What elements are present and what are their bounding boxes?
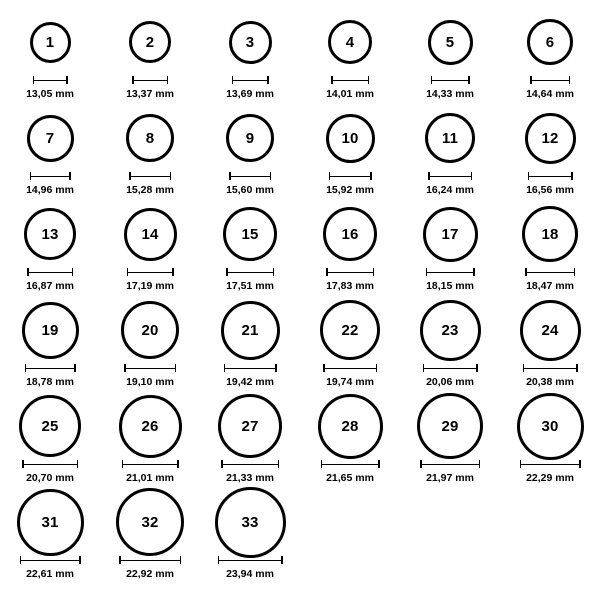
measure-line [124,368,176,370]
ring-circle-wrap [126,104,174,172]
ring-circle [221,301,280,360]
ring-circle-wrap [517,392,584,460]
ring-circle-wrap [124,200,177,268]
ring-circle [129,21,171,63]
ring-size-label: 28 [341,417,359,435]
ring-size-label: 8 [145,129,155,147]
ring-circle [323,207,377,261]
diameter-value: 13,69 mm [226,88,274,100]
diameter-measure-bar [326,268,374,277]
ring-circle [121,301,179,359]
ring-size-label: 17 [441,225,459,243]
diameter-value: 14,33 mm [426,88,474,100]
measure-line [226,272,274,274]
ring-circle [27,115,74,162]
diameter-measure-bar [30,172,71,181]
ring-circle-wrap [527,8,573,76]
ring-circle [215,487,286,558]
ring-row [0,8,600,104]
diameter-measure-bar [22,460,78,469]
ring-circle-wrap [320,296,380,364]
diameter-value: 14,01 mm [326,88,374,100]
diameter-measure-bar [25,364,76,373]
ring-circle-wrap [420,296,481,364]
measure-line [25,368,76,370]
diameter-measure-bar [119,556,181,565]
measure-bar [329,172,372,180]
ring-size-label: 25 [41,417,59,435]
measure-bar [33,76,68,84]
ring-size-cell [300,200,400,292]
ring-size-cell [300,8,400,100]
diameter-value: 20,38 mm [526,376,574,388]
diameter-measure-bar [232,76,269,85]
diameter-value: 21,97 mm [426,472,474,484]
ring-circle [517,393,584,460]
diameter-value: 21,01 mm [126,472,174,484]
ring-circle [218,394,282,458]
ring-size-cell [200,392,300,484]
ring-size-cell [0,488,100,580]
diameter-value: 20,06 mm [426,376,474,388]
diameter-measure-bar [525,268,575,277]
ring-size-label: 1 [45,33,55,51]
diameter-measure-bar [127,268,174,277]
diameter-measure-bar [27,268,73,277]
measure-line [323,368,377,370]
measure-line [20,560,81,562]
ring-circle-wrap [121,296,179,364]
ring-circle-wrap [423,200,478,268]
ring-circle [328,20,372,64]
diameter-measure-bar [426,268,475,277]
measure-line [525,272,575,274]
measure-line [129,176,171,178]
ring-circle-wrap [27,104,74,172]
diameter-value: 19,42 mm [226,376,274,388]
measure-line [329,176,372,178]
diameter-measure-bar [224,364,277,373]
measure-bar [431,76,470,84]
ring-size-label: 33 [241,513,259,531]
ring-circle-wrap [215,488,286,556]
ring-size-cell [400,296,500,388]
ring-size-label: 14 [141,225,159,243]
measure-line [27,272,73,274]
measure-line [530,80,570,82]
diameter-value: 16,24 mm [426,184,474,196]
ring-size-label: 9 [245,129,255,147]
ring-size-cell [300,296,400,388]
measure-bar [27,268,73,276]
ring-size-label: 32 [141,513,159,531]
ring-size-cell [200,104,300,196]
measure-line [30,176,71,178]
measure-line [523,368,578,370]
measure-bar [30,172,71,180]
measure-line [321,464,380,466]
ring-size-cell [0,392,100,484]
measure-bar [129,172,171,180]
ring-circle-wrap [328,8,372,76]
measure-bar [323,364,377,372]
ring-circle-wrap [22,296,79,364]
measure-line [132,80,168,82]
ring-size-label: 2 [145,33,155,51]
ring-size-cell [500,392,600,484]
ring-circle-wrap [428,8,473,76]
ring-size-cell [100,8,200,100]
ring-size-cell [400,104,500,196]
ring-circle-wrap [116,488,184,556]
ring-size-label: 13 [41,225,59,243]
ring-size-cell [300,104,400,196]
measure-bar [423,364,478,372]
ring-circle-wrap [223,200,277,268]
ring-circle [318,394,383,459]
measure-bar [530,76,570,84]
diameter-value: 22,92 mm [126,568,174,580]
diameter-value: 15,92 mm [326,184,374,196]
diameter-measure-bar [221,460,279,469]
measure-bar [122,460,179,468]
ring-circle-wrap [119,392,182,460]
diameter-measure-bar [33,76,68,85]
ring-circle-wrap [417,392,483,460]
diameter-value: 18,15 mm [426,280,474,292]
measure-line [221,464,279,466]
diameter-measure-bar [331,76,369,85]
diameter-measure-bar [329,172,372,181]
diameter-measure-bar [528,172,573,181]
measure-line [426,272,475,274]
ring-size-cell [500,296,600,388]
diameter-value: 21,33 mm [226,472,274,484]
ring-circle [522,206,578,262]
ring-size-cell [300,392,400,484]
ring-row [0,296,600,392]
measure-bar [119,556,181,564]
ring-circle [417,393,483,459]
ring-size-label: 22 [341,321,359,339]
measure-line [431,80,470,82]
measure-line [33,80,68,82]
measure-bar [428,172,472,180]
diameter-measure-bar [530,76,570,85]
measure-line [326,272,374,274]
ring-circle-wrap [24,200,76,268]
measure-bar [420,460,480,468]
ring-size-cell [0,200,100,292]
measure-line [229,176,271,178]
diameter-measure-bar [218,556,283,565]
diameter-value: 13,05 mm [26,88,74,100]
ring-circle-wrap [525,104,576,172]
measure-bar [331,76,369,84]
ring-size-label: 31 [41,513,59,531]
diameter-value: 17,19 mm [126,280,174,292]
measure-line [232,80,269,82]
measure-line [331,80,369,82]
ring-size-label: 7 [45,129,55,147]
measure-bar [132,76,168,84]
ring-size-label: 15 [241,225,259,243]
diameter-value: 19,10 mm [126,376,174,388]
ring-size-label: 16 [341,225,359,243]
ring-circle [525,113,576,164]
measure-line [119,560,181,562]
ring-size-label: 4 [345,33,355,51]
ring-circle [527,19,573,65]
measure-bar [520,460,581,468]
measure-bar [127,268,174,276]
diameter-value: 19,74 mm [326,376,374,388]
diameter-value: 21,65 mm [326,472,374,484]
ring-circle [423,207,478,262]
diameter-value: 16,56 mm [526,184,574,196]
measure-bar [25,364,76,372]
diameter-measure-bar [428,172,472,181]
ring-circle [320,300,380,360]
measure-line [428,176,472,178]
ring-size-label: 21 [241,321,259,339]
ring-row [0,104,600,200]
measure-bar [124,364,176,372]
ring-size-label: 29 [441,417,459,435]
ring-circle [22,302,79,359]
diameter-value: 14,96 mm [26,184,74,196]
diameter-value: 14,64 mm [526,88,574,100]
ring-circle [24,208,76,260]
measure-line [520,464,581,466]
ring-circle [226,114,274,162]
diameter-measure-bar [323,364,377,373]
ring-size-cell [0,8,100,100]
ring-size-label: 24 [541,321,559,339]
diameter-value: 17,51 mm [226,280,274,292]
measure-bar [523,364,578,372]
ring-size-label: 3 [245,33,255,51]
ring-circle-wrap [323,200,377,268]
diameter-measure-bar [229,172,271,181]
measure-bar [321,460,380,468]
diameter-measure-bar [132,76,168,85]
measure-bar [224,364,277,372]
ring-size-cell [400,200,500,292]
diameter-value: 22,61 mm [26,568,74,580]
ring-row [0,488,600,584]
ring-circle-wrap [221,296,280,364]
ring-circle-wrap [318,392,383,460]
measure-bar [426,268,475,276]
ring-size-cell [200,296,300,388]
ring-size-cell [0,296,100,388]
ring-size-cell [400,8,500,100]
diameter-measure-bar [129,172,171,181]
ring-circle [119,395,182,458]
ring-size-cell [500,200,600,292]
measure-bar [528,172,573,180]
ring-row [0,392,600,488]
diameter-value: 18,47 mm [526,280,574,292]
diameter-measure-bar [431,76,470,85]
diameter-measure-bar [124,364,176,373]
ring-circle [326,114,375,163]
ring-row [0,200,600,296]
ring-circle [428,20,473,65]
diameter-measure-bar [20,556,81,565]
measure-line [22,464,78,466]
measure-bar [221,460,279,468]
ring-circle [19,395,81,457]
ring-circle-wrap [520,296,581,364]
ring-circle-wrap [19,392,81,460]
ring-size-cell [200,8,300,100]
measure-bar [525,268,575,276]
ring-size-label: 20 [141,321,159,339]
ring-size-label: 6 [545,33,555,51]
ring-size-label: 10 [341,129,359,147]
diameter-measure-bar [423,364,478,373]
ring-size-label: 19 [41,321,59,339]
diameter-value: 15,60 mm [226,184,274,196]
ring-size-cell [0,104,100,196]
diameter-measure-bar [321,460,380,469]
ring-circle-wrap [522,200,578,268]
measure-line [218,560,283,562]
ring-size-label: 11 [441,129,459,147]
ring-circle [17,489,84,556]
diameter-value: 15,28 mm [126,184,174,196]
diameter-measure-bar [523,364,578,373]
ring-circle [30,22,71,63]
ring-circle-wrap [30,8,71,76]
diameter-measure-bar [420,460,480,469]
diameter-value: 22,29 mm [526,472,574,484]
ring-circle-wrap [326,104,375,172]
ring-circle-wrap [229,8,272,76]
measure-bar [20,556,81,564]
ring-size-label: 18 [541,225,559,243]
measure-line [528,176,573,178]
ring-size-label: 23 [441,321,459,339]
ring-size-cell [500,104,600,196]
ring-circle [420,300,481,361]
ring-circle-wrap [17,488,84,556]
diameter-value: 17,83 mm [326,280,374,292]
ring-circle-wrap [226,104,274,172]
measure-line [127,272,174,274]
measure-line [420,464,480,466]
measure-line [122,464,179,466]
ring-circle [223,207,277,261]
ring-size-cell [100,200,200,292]
ring-circle [126,114,174,162]
diameter-measure-bar [520,460,581,469]
ring-size-cell [100,488,200,580]
ring-circle [116,488,184,556]
ring-size-label: 5 [445,33,455,51]
ring-size-cell [400,392,500,484]
measure-bar [326,268,374,276]
measure-line [423,368,478,370]
ring-circle-wrap [218,392,282,460]
ring-size-label: 30 [541,417,559,435]
diameter-value: 20,70 mm [26,472,74,484]
measure-bar [229,172,271,180]
measure-line [224,368,277,370]
ring-circle-wrap [129,8,171,76]
ring-size-label: 12 [541,129,559,147]
ring-circle-wrap [425,104,475,172]
diameter-value: 16,87 mm [26,280,74,292]
ring-circle [425,113,475,163]
diameter-value: 13,37 mm [126,88,174,100]
diameter-measure-bar [226,268,274,277]
ring-size-label: 26 [141,417,159,435]
ring-circle [124,208,177,261]
ring-size-cell [200,488,300,580]
measure-bar [22,460,78,468]
ring-size-cell [500,8,600,100]
measure-bar [226,268,274,276]
ring-size-cell [100,296,200,388]
diameter-measure-bar [122,460,179,469]
measure-bar [232,76,269,84]
diameter-value: 23,94 mm [226,568,274,580]
ring-size-label: 27 [241,417,259,435]
ring-circle [520,300,581,361]
ring-size-cell [100,392,200,484]
measure-bar [218,556,283,564]
ring-size-cell [200,200,300,292]
ring-size-cell [100,104,200,196]
diameter-value: 18,78 mm [26,376,74,388]
ring-circle [229,21,272,64]
